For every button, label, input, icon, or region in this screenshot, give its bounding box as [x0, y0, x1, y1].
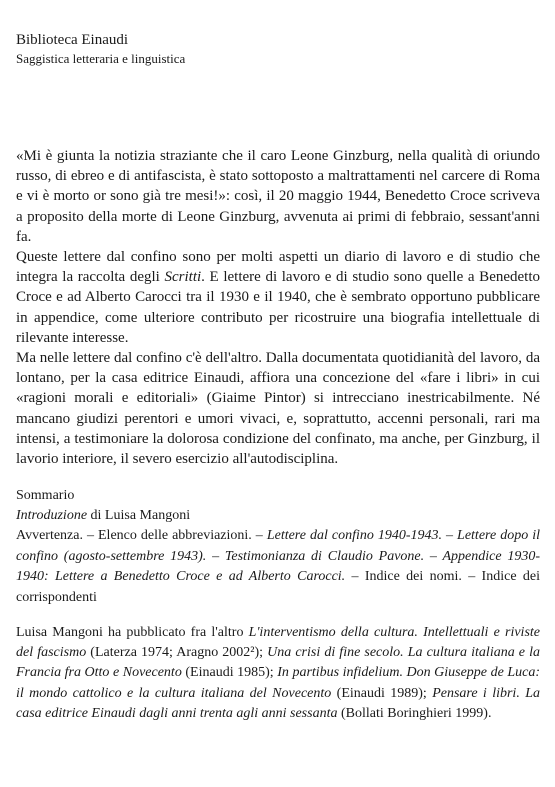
blurb-paragraph-2-text-b: . E lettere di lavoro e di studio sono quelle a Benedetto Croce e ad Alberto Carocci tra il 1930 e il 1940, che è sembrato opportuno pubblicare in appendice, come ulteriore contributo per ricostruire una biografia intellettuale di rilevante interesse.: [16, 269, 540, 346]
blurb-paragraph-3: Ma nelle lettere dal confino c'è dell'altro. Dalla documentata quotidianità del lavoro, da lontano, per la casa editrice Einaudi, affiora una concezione del «fare i libri» in cui «ragioni morali e editoriali» (Giaime Pintor) si intrecciano inestricabilmente. Né mancano giudizi perentori e umori vivaci, e, soprattutto, accenni personali, rari ma intensi, a testimoniare la dolorosa condizione del confinato, ma anche, per Ginzburg, il lavorio interiore, il severo esercizio all'autodisciplina.: [16, 350, 540, 468]
toc-heading: Sommario: [16, 488, 75, 503]
author-note-book-title: Pensare i libri. La casa editrice Einaudi dagli anni trenta agli anni sessanta: [16, 685, 540, 721]
toc-list: [16, 526, 540, 608]
author-note-part: (Bollati Boringhieri 1999).: [337, 705, 492, 721]
toc-introduction: [16, 506, 540, 526]
toc-introduction-title: Introduzione: [16, 508, 88, 523]
toc-item-2: Lettere dal confino 1940-1943. – Lettere dopo il confino (agosto-settembre 1943). – Testimonianza di Claudio Pavone. – Appendice 1930-1940: Lettere a Benedetto Croce e ad Alberto Carocci.: [16, 528, 540, 584]
author-note-part: Luisa Mangoni ha pubblicato fra l'altro: [16, 625, 249, 640]
toc-item-3: – Indice dei nomi. – Indice dei corrispondenti: [16, 569, 540, 605]
author-note-book-title: In partibus infidelium. Don Giuseppe de Luca: il mondo cattolico e la cultura italiana del Novecento: [16, 665, 540, 701]
blurb-paragraph-2-text-a: Queste lettere dal confino sono per molti aspetti un diario di lavoro e di studio che integra la raccolta degli: [16, 249, 540, 286]
author-note-part: (Einaudi 1989);: [331, 685, 433, 701]
series-title: Biblioteca Einaudi: [16, 32, 129, 48]
toc-introduction-author: di Luisa Mangoni: [87, 508, 191, 523]
author-note-part: (Laterza 1974; Aragno 2002²);: [86, 645, 268, 661]
blurb-paragraph-1: «Mi è giunta la notizia straziante che il caro Leone Ginzburg, nella qualità di oriundo russo, di ebreo e di antifascista, è stato sottoposto a maltrattamenti nel carcere di Roma e vi è morto or sono già tre mesi!»: così, il 20 maggio 1944, Benedetto Croce scriveva a proposito della morte di Leone Ginzburg, avvenuta ai primi di febbraio, sessant'anni fa.: [16, 148, 540, 245]
author-note-part: (Einaudi 1985);: [181, 665, 278, 681]
blurb-paragraph-2: [16, 247, 540, 348]
author-note-book-title: L'interventismo della cultura. Intellettuali e riviste del fascismo: [16, 625, 540, 661]
scritti-title: Scritti: [164, 269, 202, 286]
blurb: [16, 146, 540, 469]
toc-item-1: Avvertenza. – Elenco delle abbreviazioni. –: [16, 528, 267, 543]
author-note-paragraph: [16, 623, 540, 724]
author-note: [16, 623, 540, 724]
table-of-contents: [16, 486, 540, 608]
author-note-book-title: Una crisi di fine secolo. La cultura italiana e la Francia fra Otto e Novecento: [16, 645, 540, 681]
series-subtitle: Saggistica letteraria e linguistica: [16, 51, 186, 66]
series-header: [16, 30, 536, 68]
